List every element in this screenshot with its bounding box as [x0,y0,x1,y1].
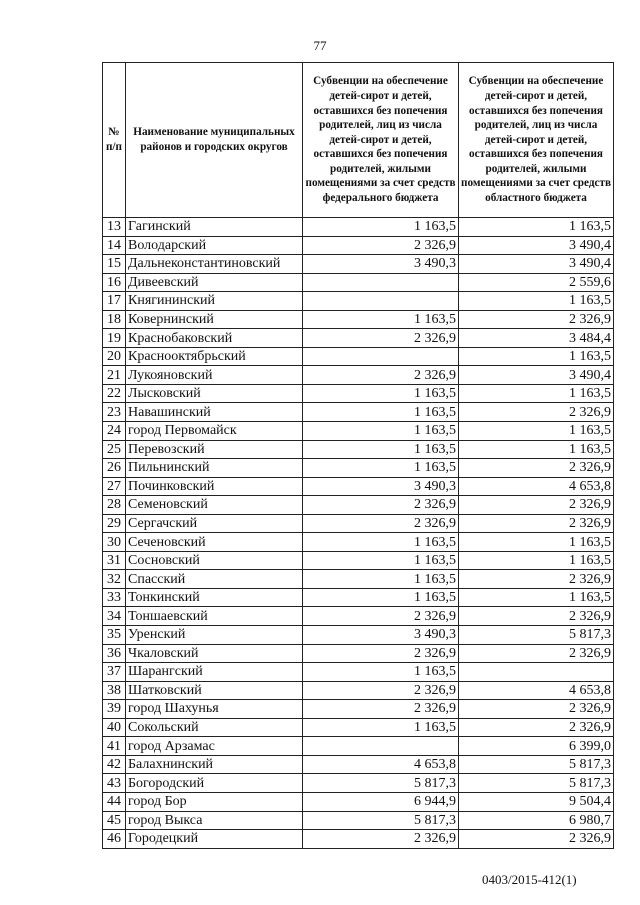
row-number: 20 [103,347,126,366]
federal-amount: 6 944,9 [303,792,459,811]
regional-amount: 4 653,8 [459,477,614,496]
federal-amount [303,347,459,366]
regional-amount: 2 326,9 [459,830,614,849]
district-name: Сеченовский [126,533,303,552]
regional-amount: 6 980,7 [459,811,614,830]
federal-amount: 1 163,5 [303,459,459,478]
table-row [103,236,614,255]
row-number: 34 [103,607,126,626]
district-name: Балахнинский [126,755,303,774]
federal-amount: 1 163,5 [303,218,459,237]
federal-amount: 2 326,9 [303,236,459,255]
district-name: город Арзамас [126,737,303,756]
row-number: 22 [103,384,126,403]
row-number: 13 [103,218,126,237]
regional-amount: 2 326,9 [459,514,614,533]
federal-amount: 1 163,5 [303,310,459,329]
regional-amount: 3 490,4 [459,255,614,274]
regional-amount: 6 399,0 [459,737,614,756]
federal-amount: 1 163,5 [303,440,459,459]
regional-amount: 2 326,9 [459,403,614,422]
regional-amount: 1 163,5 [459,440,614,459]
table-row [103,218,614,237]
table-body [103,218,614,849]
table-row [103,292,614,311]
table-row [103,403,614,422]
regional-amount: 3 484,4 [459,329,614,348]
row-number: 46 [103,830,126,849]
federal-amount: 2 326,9 [303,830,459,849]
regional-amount: 5 817,3 [459,774,614,793]
regional-amount: 1 163,5 [459,347,614,366]
federal-amount: 5 817,3 [303,774,459,793]
row-number: 32 [103,570,126,589]
federal-amount: 2 326,9 [303,496,459,515]
district-name: Семеновский [126,496,303,515]
regional-amount: 1 163,5 [459,218,614,237]
row-number: 23 [103,403,126,422]
table-row [103,737,614,756]
district-name: Гагинский [126,218,303,237]
regional-amount: 1 163,5 [459,292,614,311]
district-name: Лукояновский [126,366,303,385]
row-number: 30 [103,533,126,552]
federal-amount: 2 326,9 [303,681,459,700]
row-number: 24 [103,422,126,441]
header-regional-subvention: Субвенции на обеспечение детей-сирот и детей, оставшихся без попечения родителей, лиц из числа детей-сирот и детей, оставшихся без попечения родителей, жилыми помещениями за счет средств областного бюджета [459,63,614,218]
regional-amount: 2 326,9 [459,496,614,515]
document-code: 0403/2015-412(1) [482,872,577,887]
row-number: 27 [103,477,126,496]
federal-amount: 1 163,5 [303,718,459,737]
row-number: 37 [103,663,126,682]
table-row [103,792,614,811]
table-row [103,551,614,570]
row-number: 17 [103,292,126,311]
regional-amount: 2 559,6 [459,273,614,292]
federal-amount: 1 163,5 [303,570,459,589]
district-name: город Бор [126,792,303,811]
row-number: 44 [103,792,126,811]
table-row [103,273,614,292]
row-number: 33 [103,588,126,607]
district-name: Городецкий [126,830,303,849]
table-row [103,774,614,793]
district-name: Сокольский [126,718,303,737]
regional-amount: 1 163,5 [459,551,614,570]
district-name: Тонкинский [126,588,303,607]
district-name: Краснооктябрьский [126,347,303,366]
table-row [103,384,614,403]
row-number: 15 [103,255,126,274]
row-number: 39 [103,700,126,719]
table-row [103,440,614,459]
federal-amount: 3 490,3 [303,477,459,496]
row-number: 18 [103,310,126,329]
regional-amount: 2 326,9 [459,644,614,663]
regional-amount: 9 504,4 [459,792,614,811]
regional-amount: 2 326,9 [459,459,614,478]
federal-amount: 2 326,9 [303,329,459,348]
regional-amount: 2 326,9 [459,310,614,329]
district-name: Спасский [126,570,303,589]
regional-amount: 3 490,4 [459,236,614,255]
district-name: Богородский [126,774,303,793]
district-name: Лысковский [126,384,303,403]
federal-amount: 5 817,3 [303,811,459,830]
row-number: 31 [103,551,126,570]
row-number: 36 [103,644,126,663]
federal-amount: 2 326,9 [303,514,459,533]
row-number: 38 [103,681,126,700]
federal-amount: 2 326,9 [303,607,459,626]
row-number: 41 [103,737,126,756]
table-row [103,811,614,830]
regional-amount: 2 326,9 [459,700,614,719]
district-name: город Шахунья [126,700,303,719]
table-row [103,496,614,515]
subventions-table [102,62,614,849]
table-row [103,514,614,533]
header-federal-subvention: Субвенции на обеспечение детей-сирот и детей, оставшихся без попечения родителей, лиц из числа детей-сирот и детей, оставшихся без попечения родителей, жилыми помещениями за счет средств федерального бюджета [303,63,459,218]
regional-amount: 2 326,9 [459,718,614,737]
table-row [103,588,614,607]
federal-amount: 4 653,8 [303,755,459,774]
table-row [103,644,614,663]
district-name: Тоншаевский [126,607,303,626]
regional-amount: 1 163,5 [459,384,614,403]
row-number: 43 [103,774,126,793]
federal-amount: 1 163,5 [303,403,459,422]
district-name: Княгининский [126,292,303,311]
table-row [103,718,614,737]
table-row [103,607,614,626]
federal-amount [303,292,459,311]
federal-amount: 2 326,9 [303,700,459,719]
regional-amount: 4 653,8 [459,681,614,700]
table-row [103,755,614,774]
regional-amount [459,663,614,682]
district-name: Чкаловский [126,644,303,663]
table-row [103,626,614,645]
table-header-row [103,63,614,218]
row-number: 29 [103,514,126,533]
district-name: город Первомайск [126,422,303,441]
row-number: 14 [103,236,126,255]
federal-amount [303,737,459,756]
table-row [103,700,614,719]
district-name: Дальнеконстантиновский [126,255,303,274]
regional-amount: 2 326,9 [459,570,614,589]
federal-amount: 1 163,5 [303,551,459,570]
regional-amount: 3 490,4 [459,366,614,385]
district-name: Сергачский [126,514,303,533]
regional-amount: 1 163,5 [459,588,614,607]
table-row [103,329,614,348]
table-row [103,681,614,700]
federal-amount: 1 163,5 [303,384,459,403]
district-name: Сосновский [126,551,303,570]
regional-amount: 5 817,3 [459,755,614,774]
table-row [103,347,614,366]
district-name: Починковский [126,477,303,496]
row-number: 45 [103,811,126,830]
regional-amount: 5 817,3 [459,626,614,645]
district-name: Краснобаковский [126,329,303,348]
district-name: Ковернинский [126,310,303,329]
federal-amount [303,273,459,292]
table-row [103,663,614,682]
row-number: 26 [103,459,126,478]
table-row [103,570,614,589]
regional-amount: 2 326,9 [459,607,614,626]
district-name: Володарский [126,236,303,255]
district-name: Перевозский [126,440,303,459]
district-name: Пильнинский [126,459,303,478]
regional-amount: 1 163,5 [459,422,614,441]
district-name: Уренский [126,626,303,645]
federal-amount: 2 326,9 [303,366,459,385]
row-number: 21 [103,366,126,385]
federal-amount: 1 163,5 [303,588,459,607]
district-name: Шарангский [126,663,303,682]
table-row [103,477,614,496]
row-number: 25 [103,440,126,459]
federal-amount: 2 326,9 [303,644,459,663]
table-row [103,422,614,441]
federal-amount: 1 163,5 [303,422,459,441]
table-row [103,830,614,849]
row-number: 16 [103,273,126,292]
table-row [103,366,614,385]
row-number: 35 [103,626,126,645]
federal-amount: 3 490,3 [303,626,459,645]
table-row [103,533,614,552]
federal-amount: 1 163,5 [303,663,459,682]
table-row [103,310,614,329]
row-number: 40 [103,718,126,737]
table-row [103,255,614,274]
federal-amount: 3 490,3 [303,255,459,274]
regional-amount: 1 163,5 [459,533,614,552]
district-name: Шатковский [126,681,303,700]
row-number: 28 [103,496,126,515]
header-number: № п/п [103,63,126,218]
header-district-name: Наименование муниципальных районов и городских округов [126,63,303,218]
row-number: 42 [103,755,126,774]
table-row [103,459,614,478]
page-number: 77 [313,38,327,53]
federal-amount: 1 163,5 [303,533,459,552]
district-name: Дивеевский [126,273,303,292]
district-name: Навашинский [126,403,303,422]
district-name: город Выкса [126,811,303,830]
row-number: 19 [103,329,126,348]
